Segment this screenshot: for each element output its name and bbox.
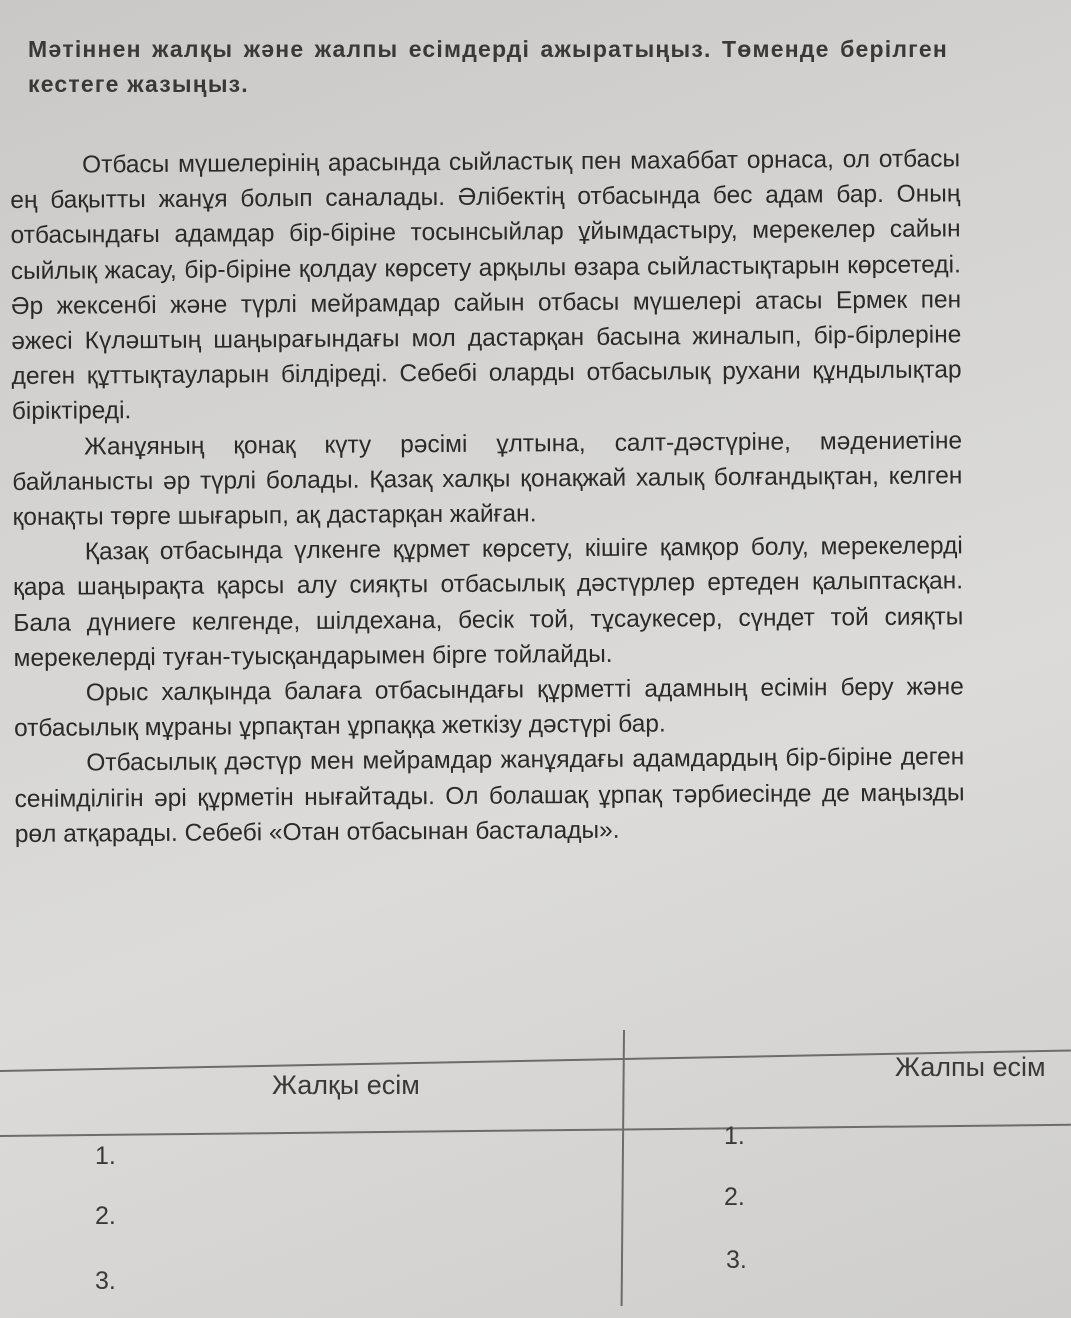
right-row-number: 3.: [726, 1246, 747, 1274]
left-row-number: 3.: [95, 1267, 116, 1295]
paragraph-2: Жанұяның қонақ күту рәсімі ұлтына, салт-дәстүріне, мәдениетіне байланысты әр түрлі болады. Қазақ халқы қонақжай халық болғандықтан, келген қонақты төрге шығарып, ақ дастарқан жайған.: [12, 426, 963, 532]
table-header-divider: [0, 1124, 1071, 1137]
paragraph-3: Қазақ отбасында үлкенге құрмет көрсету, кішіге қамқор болу, мерекелерді қара шаңырақта қарсы алу сияқты отбасылық дәстүрлер ертеден қалыптасқан. Бала дүниеге келгенде, шілдехана, бесік той, тұсаукесер, сүндет той сияқты мерекелерді туған-туысқандарымен бірге тойлайды.: [12, 532, 964, 672]
task-instruction: Мәтіннен жалқы және жалпы есімдерді ажыратыңыз. Төменде берілген кестеге жазыңыз.: [28, 36, 948, 97]
paragraph-5: Отбасылық дәстүр мен мейрамдар жанұядағы адамдардың бір-біріне деген сенімділігін әрі құрметін нығайтады. Ол болашақ ұрпақ тәрбиесінде де маңызды рөл атқарады. Себебі «Отан отбасынан басталады».: [14, 743, 965, 848]
paragraph-4: Орыс халқында балаға отбасындағы құрметті адамның есімін беру және отбасылық мұраны ұрпақтан ұрпаққа жеткізу дәстүрі бар.: [13, 673, 964, 743]
left-row-number: 1.: [95, 1142, 116, 1170]
answer-table: [0, 1030, 1071, 1318]
column-header-common-nouns: Жалпы есім: [895, 1052, 1046, 1082]
reading-text: [10, 141, 965, 852]
right-row-number: 1.: [724, 1122, 745, 1150]
column-header-proper-nouns: Жалқы есім: [272, 1070, 420, 1100]
right-row-number: 2.: [724, 1183, 745, 1211]
left-row-number: 2.: [95, 1202, 116, 1230]
paragraph-1: Отбасы мүшелерінің арасында сыйластық пен махаббат орнаса, ол отбасы ең бақытты жанұя болып саналады. Әлібектің отбасында бес адам бар. Оның отбасындағы адамдар бір-біріне тосынсыйлар ұйымдастыру, мерекелер сайын сыйлық жасау, бір-біріне қолдау көрсету арқылы өзара сыйластықтарын көрсетеді. Әр жексенбі және түрлі мейрамдар сайын отбасы мүшелері атасы Ермек пен әжесі Күләштың шаңырағындағы мол дастарқан басына жиналып, бір-бірлеріне деген құттықтауларын білдіреді. Себебі оларды отбасылық рухани құндылықтар біріктіреді.: [10, 145, 962, 426]
table-column-divider: [621, 1030, 625, 1306]
